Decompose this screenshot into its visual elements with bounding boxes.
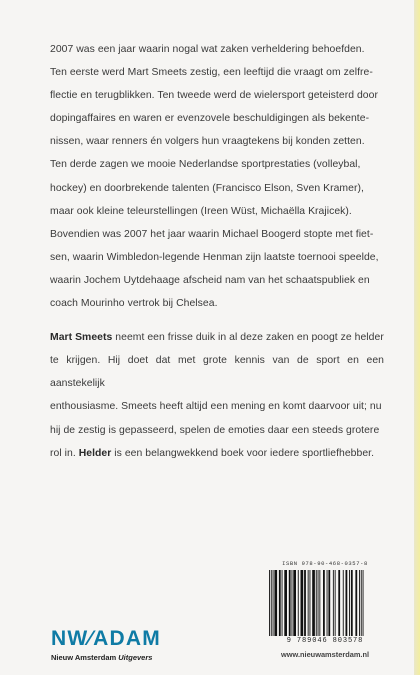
barcode-bar [338,570,340,636]
publisher-logo: NW⁄ADAM [51,627,161,650]
barcode-bar [292,570,293,636]
spine-edge [414,0,420,675]
blurb-paragraph-2 [50,326,384,465]
barcode-bar [293,570,296,636]
blurb-line: hij de zestig is gepasseerd, spelen de emoties daar een steeds grotere [50,424,380,436]
blurb-line: rol in. [50,447,79,459]
blurb-line: coach Mourinho vertrok bij Chelsea. [50,298,218,310]
barcode-bar [346,570,348,636]
publisher-name [51,653,152,662]
author-name: Mart Smeets [50,332,113,344]
publisher-website: www.nieuwamsterdam.nl [280,650,370,659]
blurb-line: dopingaffaires en waren er evenzovele beschuldigingen als bekente- [50,113,370,125]
blurb-line: nissen, waar renners én volgers hun vraagtekens bij konden zetten. [50,136,365,148]
isbn-number: ISBN 978-90-468-0357-8 [282,560,368,567]
barcode-bar [273,570,274,636]
blurb-line: Ten eerste werd Mart Smeets zestig, een leeftijd die vraagt om zelfre- [50,67,373,79]
barcode-bar [304,570,306,636]
barcode-bar [298,570,299,636]
blurb-text [50,38,384,465]
barcode-bar [284,570,287,636]
blurb-line: waarin Jochem Uytdehaage afscheid nam van het schaatspubliek en [50,274,370,286]
blurb-line: 2007 was een jaar waarin nogal wat zaken verheldering behoefden. [50,44,365,55]
isbn-barcode-block [267,560,383,645]
blurb-line: maar ook kleine teleurstellingen (Ireen Wüst, Michaëlla Krajicek). [50,205,352,217]
barcode-bar [351,570,353,636]
barcode-bar [333,570,334,636]
blurb-paragraph-1 [50,38,384,315]
barcode-bar [274,570,277,636]
barcode-bar [318,570,319,636]
barcode-bar [316,570,317,636]
blurb-line: flectie en terugblikken. Ten tweede werd de wielersport geteisterd door [50,90,378,102]
barcode-bar [349,570,350,636]
barcode-bar [312,570,315,636]
book-title: Helder [78,447,112,459]
barcode-bar [319,570,320,636]
barcode-bar [327,570,328,636]
blurb-line: Ten derde zagen we mooie Nederlandse sportprestaties (volleybal, [50,159,361,171]
barcode-bar [343,570,344,636]
barcode-bar [269,570,270,636]
publisher-name-italic: Uitgevers [118,653,153,662]
barcode-bar [279,570,281,636]
publisher-name-regular: Nieuw Amsterdam [51,653,119,662]
barcode-bar [310,570,311,636]
barcode-digits: 9 789046 803578 [286,637,364,645]
barcode-bar [359,570,360,636]
blurb-line: enthousiasme. Smeets heeft altijd een mening en komt daarvoor uit; nu [50,401,382,413]
barcode [267,570,383,636]
barcode-bar [282,570,283,636]
blurb-line: is een belangwekkend boek voor iedere sportliefhebber. [111,447,375,459]
barcode-bar [308,570,309,636]
barcode-bar [328,570,330,636]
blurb-line: sen, waarin Wimbledon-legende Henman zijn laatste toernooi speelde, [50,251,379,263]
barcode-bar [323,570,325,636]
blurb-line: neemt een frisse duik in al deze zaken en poogt ze helder [112,332,384,344]
blurb-line: hockey) en doorbrekende talenten (Francisco Elson, Sven Kramer), [50,182,364,194]
barcode-bar [361,570,362,636]
barcode-bar [363,570,364,636]
barcode-bar [271,570,272,636]
blurb-line: Bovendien was 2007 het jaar waarin Michael Boogerd stopte met fiet- [50,228,374,240]
barcode-bar [355,570,357,636]
barcode-bar [301,570,304,636]
barcode-bar [335,570,336,636]
blurb-line: te krijgen. Hij doet dat met grote kennis van de sport en een aanstekelijk [50,355,384,390]
barcode-bar [289,570,291,636]
